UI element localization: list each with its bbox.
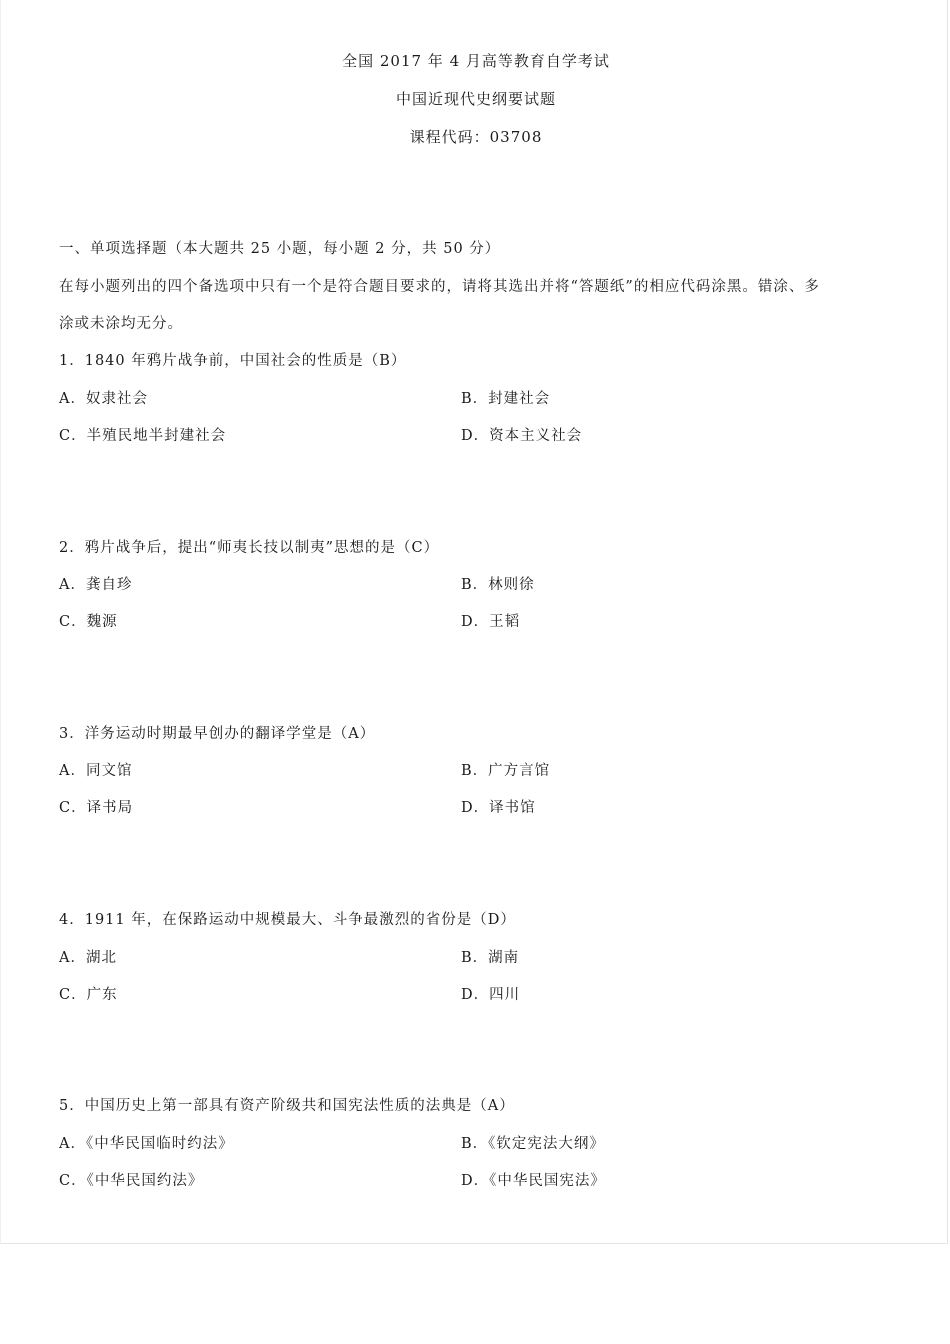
- option-a: A．奴隶社会: [59, 391, 148, 407]
- course-code: 课程代码：03708: [409, 128, 543, 146]
- option-a: A．同文馆: [59, 763, 133, 779]
- exam-title: 全国 2017 年 4 月高等教育自学考试: [342, 52, 610, 70]
- option-a: A．《中华民国临时约法》: [59, 1136, 234, 1152]
- option-a: A．龚自珍: [59, 577, 133, 593]
- option-b: B．林则徐: [461, 577, 535, 593]
- option-d: D．四川: [461, 987, 521, 1003]
- section-instruction: 在每小题列出的四个备选项中只有一个是符合题目要求的，请将其选出并将“答题纸”的相应代码涂黑。错涂、多: [59, 279, 820, 295]
- option-c: C．广东: [59, 987, 118, 1003]
- option-b: B．封建社会: [461, 391, 551, 407]
- question-stem: 1．1840 年鸦片战争前，中国社会的性质是（B）: [59, 353, 407, 369]
- option-d: D．王韬: [461, 614, 521, 630]
- option-d: D．资本主义社会: [461, 428, 583, 444]
- section-title: 一、单项选择题（本大题共 25 小题，每小题 2 分，共 50 分）: [59, 241, 501, 257]
- subject-title: 中国近现代史纲要试题: [395, 90, 556, 108]
- option-b: B．湖南: [461, 950, 520, 966]
- option-a: A．湖北: [59, 950, 117, 966]
- option-c: C．译书局: [59, 800, 134, 816]
- question-stem: 3．洋务运动时期最早创办的翻译学堂是（A）: [59, 726, 376, 742]
- option-d: D．《中华民国宪法》: [461, 1173, 606, 1189]
- question-stem: 5．中国历史上第一部具有资产阶级共和国宪法性质的法典是（A）: [59, 1098, 515, 1114]
- option-c: C．半殖民地半封建社会: [59, 428, 227, 444]
- option-b: B．广方言馆: [461, 763, 551, 779]
- option-b: B．《钦定宪法大纲》: [461, 1136, 605, 1152]
- option-d: D．译书馆: [461, 800, 536, 816]
- option-c: C．《中华民国约法》: [59, 1173, 204, 1189]
- question-stem: 2．鸦片战争后，提出“师夷长技以制夷”思想的是（C）: [59, 540, 440, 556]
- question-stem: 4．1911 年，在保路运动中规模最大、斗争最激烈的省份是（D）: [59, 912, 516, 928]
- option-c: C．魏源: [59, 614, 118, 630]
- section-instruction-cont: 涂或未涂均无分。: [59, 316, 183, 332]
